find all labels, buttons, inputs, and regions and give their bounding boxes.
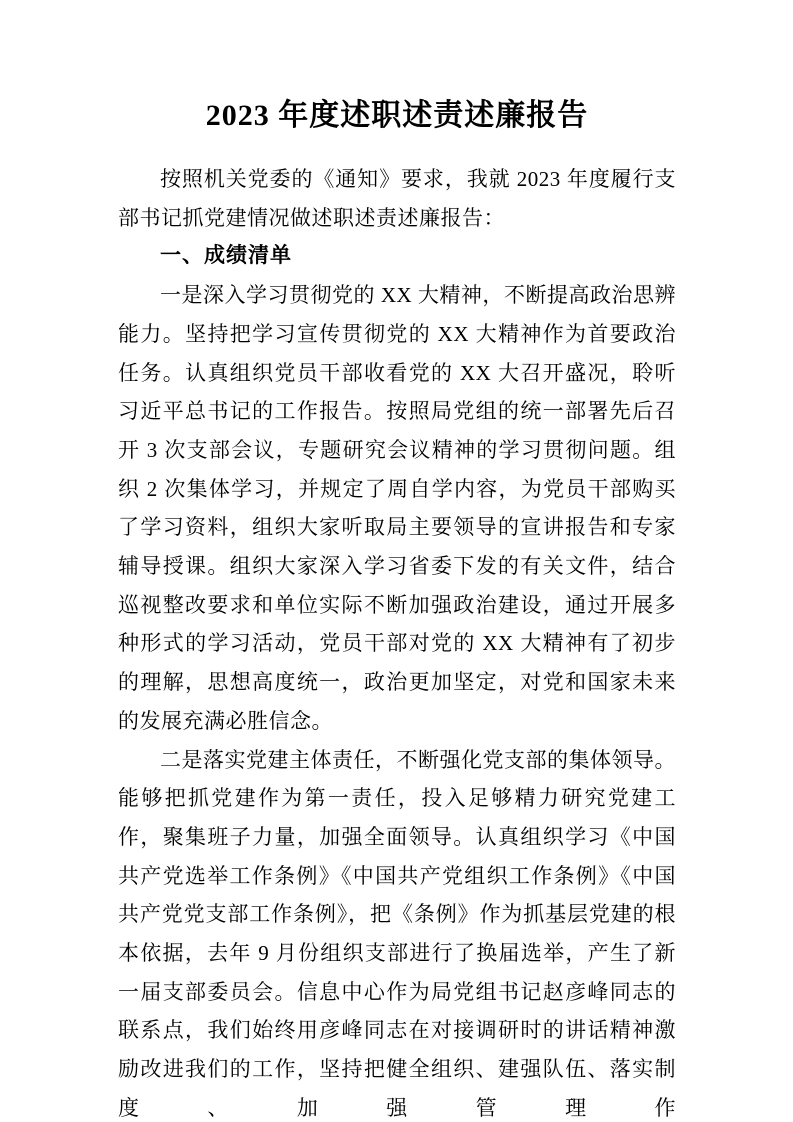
document-body bbox=[118, 160, 676, 1122]
paragraph: 一是深入学习贯彻党的 XX 大精神，不断提高政治思辨能力。坚持把学习宣传贯彻党的 XX 大精神作为首要政治任务。认真组织党员干部收看党的 XX 大召开盛况，聆听习近平总书记的工作报告。按照局党组的统一部署先后召开 3 次支部会议，专题研究会议精神的学习贯彻问题。组织 2 次集体学习，并规定了周自学内容，为党员干部购买了学习资料，组织大家听取局主要领导的宣讲报告和专家辅导授课。组织大家深入学习省委下发的有关文件，结合巡视整改要求和单位实际不断加强政治建设，通过开展多种形式的学习活动，党员干部对党的 XX 大精神有了初步的理解，思想高度统一，政治更加坚定，对党和国家未来的发展充满必胜信念。 bbox=[118, 283, 676, 733]
section-heading: 一、成绩清单 bbox=[160, 244, 292, 268]
document-title: 2023 年度述职述责述廉报告 bbox=[205, 99, 589, 132]
paragraph: 按照机关党委的《通知》要求，我就 2023 年度履行支部书记抓党建情况做述职述责述廉报告： bbox=[118, 167, 676, 230]
paragraph: 二是落实党建主体责任，不断强化党支部的集体领导。能够把抓党建作为第一责任，投入足够精力研究党建工作，聚集班子力量，加强全面领导。认真组织学习《中国共产党选举工作条例》《中国共产党组织工作条例》《中国共产党党支部工作条例》，把《条例》作为抓基层党建的根本依据，去年 9 月份组织支部进行了换届选举，产生了新一届支部委员会。信息中心作为局党组书记赵彦峰同志的联系点，我们始终用彦峰同志在对接调研时的讲话精神激励改进我们的工作，坚持把健全组织、建强队伍、落实制度、加强管理作 bbox=[118, 747, 676, 1120]
